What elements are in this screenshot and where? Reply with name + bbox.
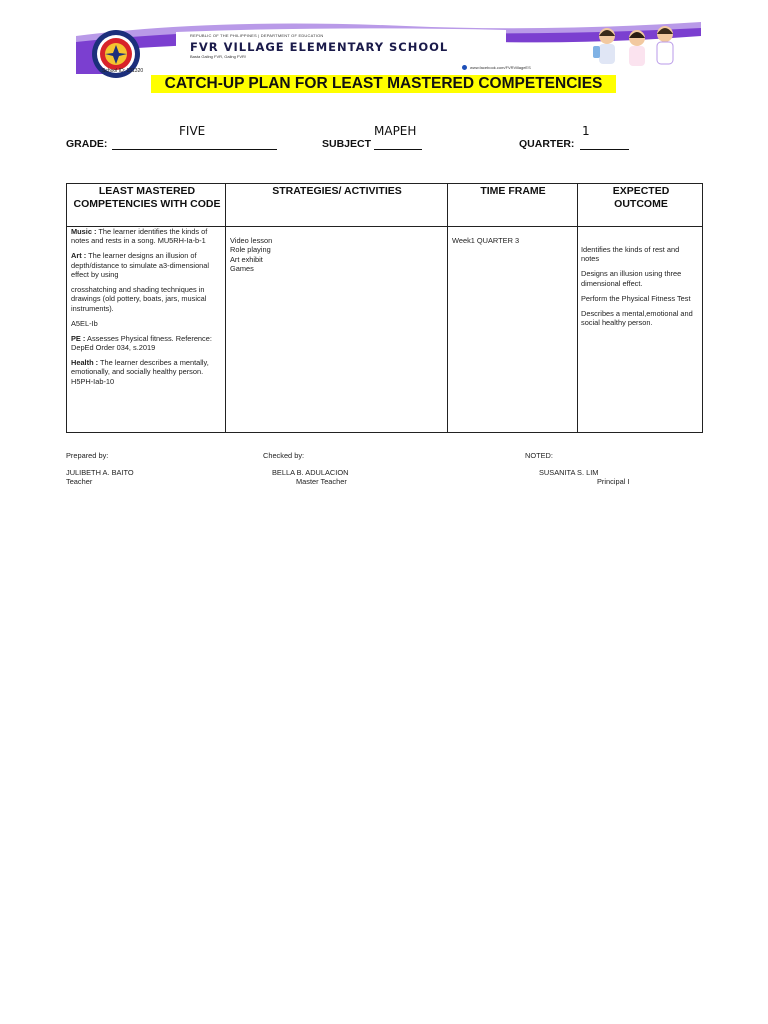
health-competency: Health : The learner describes a mentally, emotionally, and socially healthy person. H5PH-Iab-10 [71, 357, 209, 386]
strategy-item: Art exhibit [230, 254, 263, 264]
subject-label: SUBJECT [322, 138, 372, 150]
expected-outcome-cell [581, 245, 699, 333]
school-motto: Basta Galing FVR, Galing FVR! [190, 54, 247, 59]
school-seal-icon [86, 24, 146, 84]
strategy-item: Role playing [230, 245, 271, 255]
grade-value: FIVE [179, 124, 206, 138]
school-id: School ID: 131320 [102, 68, 144, 74]
prepared-by-name: JULIBETH A. BAITO [66, 468, 134, 477]
music-competency: Music : The learner identifies the kinds of notes and rests in a song. MU5RH-Ia-b-1 [71, 227, 208, 246]
grade-underline [112, 149, 277, 150]
header-expected-outcome: EXPECTED OUTCOME [612, 185, 670, 210]
header-strategies: STRATEGIES/ ACTIVITIES [272, 185, 402, 197]
grade-label: GRADE: [66, 138, 108, 150]
outcome-item: Describes a mental,emotional and social healthy person. [581, 308, 693, 327]
outcome-item: Designs an illusion using three dimensional effect. [581, 269, 682, 288]
outcome-item: Perform the Physical Fitness Test [581, 293, 691, 303]
header-competencies: LEAST MASTERED COMPETENCIES WITH CODE [73, 185, 221, 210]
checked-by-label: Checked by: [263, 451, 305, 460]
noted-label: NOTED: [525, 451, 553, 460]
school-name: FVR VILLAGE ELEMENTARY SCHOOL [190, 40, 449, 54]
facebook-link: www.facebook.com/FVRVillageES [470, 65, 531, 70]
government-line: REPUBLIC OF THE PHILIPPINES | DEPARTMENT OF EDUCATION [190, 33, 324, 38]
subject-underline [374, 149, 422, 150]
quarter-value: 1 [582, 124, 590, 138]
outcome-item: Identifies the kinds of rest and notes [581, 245, 680, 264]
strategies-cell [230, 236, 440, 274]
column-divider [447, 184, 448, 432]
art-competency-continued: crosshatching and shading techniques in drawings (old pottery, boats, jars, musical instruments). [71, 285, 207, 313]
noted-name: SUSANITA S. LIM [539, 468, 599, 477]
art-competency-code: A5EL-Ib [71, 318, 98, 328]
art-competency: Art : The learner designs an illusion of depth/distance to simulate a3-dimensional effect by using [71, 251, 210, 280]
students-illustration-icon [585, 24, 685, 74]
subject-value: MAPEH [374, 124, 417, 138]
prepared-by-label: Prepared by: [66, 451, 109, 460]
prepared-by-role: Teacher [66, 477, 93, 486]
column-divider [225, 184, 226, 432]
header-time-frame: TIME FRAME [480, 185, 546, 197]
facebook-icon [462, 65, 467, 70]
time-frame-cell: Week1 QUARTER 3 [452, 236, 520, 245]
checked-by-role: Master Teacher [296, 477, 347, 486]
page-title: CATCH-UP PLAN FOR LEAST MASTERED COMPETENCIES [151, 75, 616, 93]
checked-by-name: BELLA B. ADULACION [272, 468, 349, 477]
quarter-label: QUARTER: [519, 138, 575, 150]
pe-competency: PE : Assesses Physical fitness. Reference: DepEd Order 034, s.2019 [71, 333, 212, 353]
quarter-underline [580, 149, 629, 150]
catch-up-plan-table [66, 183, 703, 433]
competencies-cell [71, 227, 223, 392]
noted-role: Principal I [597, 477, 630, 486]
column-divider [577, 184, 578, 432]
strategy-item: Games [230, 264, 254, 274]
strategy-item: Video lesson [230, 236, 273, 245]
